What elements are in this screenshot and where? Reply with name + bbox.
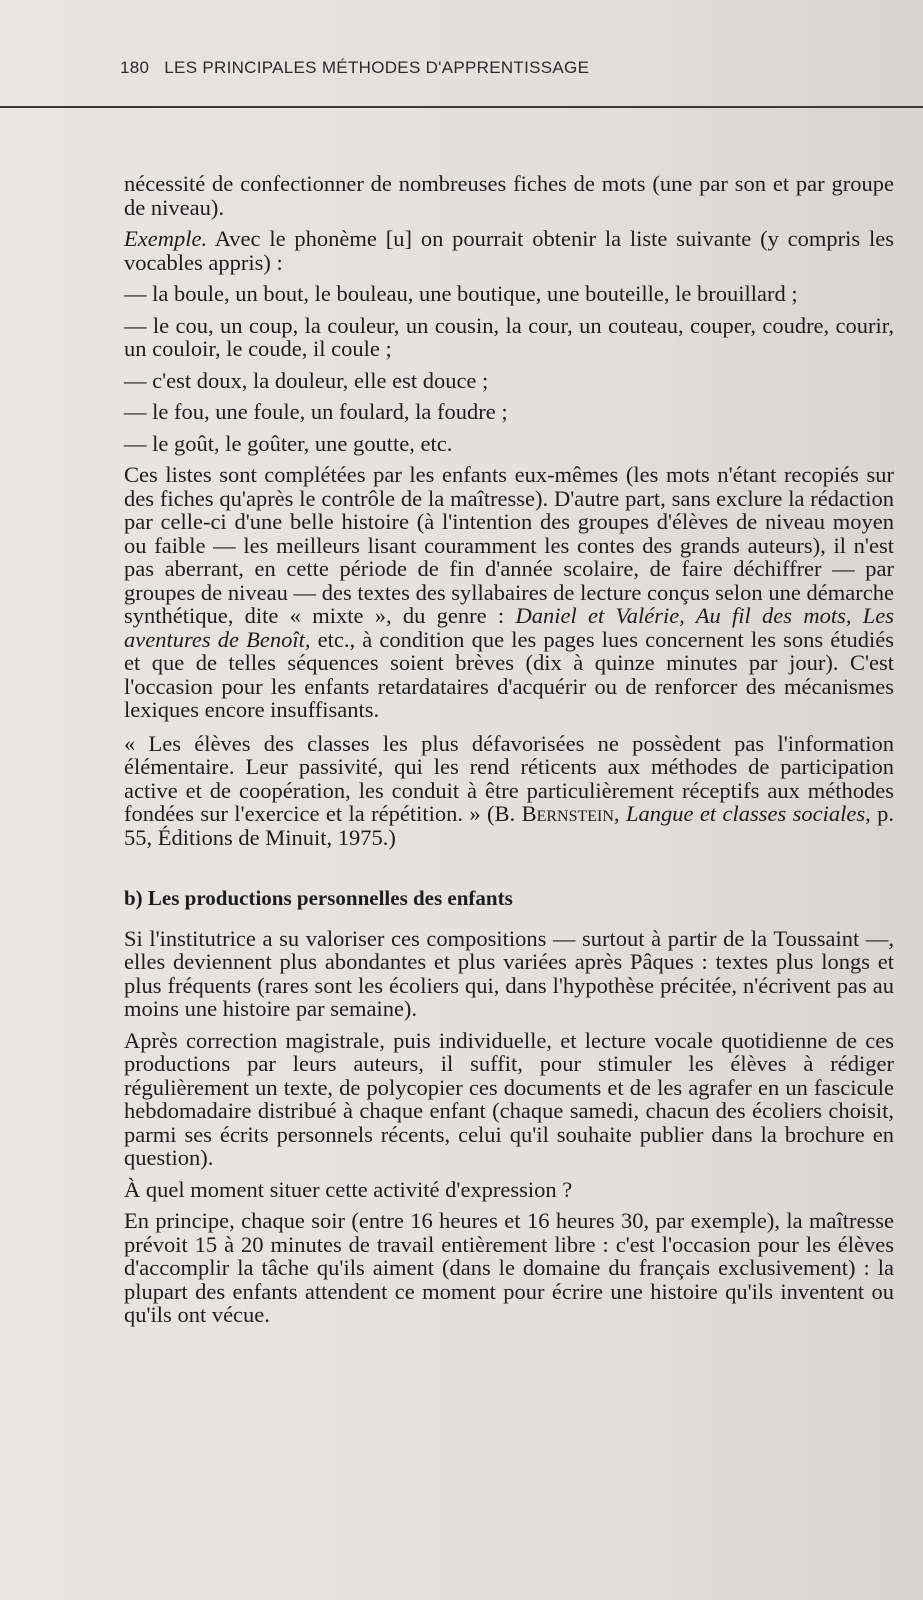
paragraph-2-start: Ces listes sont complétées par les enfants eux-mêmes (les mots n'étant recopiés sur des fiches qu'après le contrôle de la maîtresse). D'autre part, sans exclure la rédaction par celle-ci d'une belle histoire (à l'intention des groupes d'élèves de niveau moyen ou faible — les meilleurs lisant couramment les contes des grands auteurs), il n'est pas aberrant, en cette période de fin d'année scolaire, de faire déchiffrer — par groupes de niveau — des textes des syllabaires de lecture conçus selon une démarche synthétique, dite « mixte », du genre : bbox=[124, 462, 894, 628]
question-line: À quel moment situer cette activité d'expression ? bbox=[124, 1176, 573, 1202]
word-list bbox=[124, 282, 894, 455]
example-text: Avec le phonème [u] on pourrait obtenir la liste suivante (y compris les vocables appris) : bbox=[124, 226, 894, 275]
quote-reference: , p. 55, Éditions de Minuit, 1975.) bbox=[124, 801, 895, 850]
quote-author: Bernstein bbox=[521, 801, 614, 826]
paragraph-5: En principe, chaque soir (entre 16 heures et 16 heures 30, par exemple), la maîtresse prévoit 15 à 20 minutes de travail entièrement libre : c'est l'occasion pour les élèves d'accomplir la tâche qu'ils aiment (dans le domaine du français exclusivement) : la plupart des enfants attendent ce moment pour écrire une histoire qu'ils inventent ou qu'ils ont vécue. bbox=[124, 1208, 894, 1327]
paragraph-2-end: etc., à condition que les pages lues concernent les sons étudiés et que de telles séquences soient brèves (dix à quinze minutes par jour). C'est l'occasion pour les enfants retardataires d'acquérir ou de renforcer des mécanismes lexiques encore insuffisants. bbox=[124, 626, 894, 722]
section-title: b) Les productions personnelles des enfants bbox=[124, 886, 513, 910]
paragraph-1: nécessité de confectionner de nombreuses fiches de mots (une par son et par groupe de niveau). bbox=[124, 171, 894, 220]
paragraph-2 bbox=[124, 463, 894, 722]
running-title: LES PRINCIPALES MÉTHODES D'APPRENTISSAGE bbox=[164, 58, 590, 77]
list-item: — c'est doux, la douleur, elle est douce ; bbox=[124, 367, 489, 393]
example-paragraph bbox=[124, 227, 894, 274]
quote-book: Langue et classes sociales bbox=[625, 801, 866, 826]
paragraph-3: Si l'institutrice a su valoriser ces compositions — surtout à partir de la Toussaint —, elles deviennent plus abondantes et plus variées après Pâques : textes plus longs et plus fréquents (rares sont les écoliers qui, dans l'hypothèse précitée, n'écrivent pas au moins une histoire par semaine). bbox=[124, 925, 894, 1021]
example-label: Exemple. bbox=[124, 226, 208, 251]
list-item: — le goût, le goûter, une goutte, etc. bbox=[124, 430, 453, 456]
list-item: — le fou, une foule, un foulard, la foudre ; bbox=[124, 399, 508, 424]
paragraph-4: Après correction magistrale, puis individuelle, et lecture vocale quotidienne de ces productions par leurs auteurs, il suffit, pour stimuler les élèves à rédiger régulièrement un texte, de polycopier ces documents et de les agrafer en un fascicule hebdomadaire distribué à chaque enfant (chaque samedi, chacun des écoliers choisit, parmi ses écrits personnels récents, celui qu'il souhaite publier dans la brochure en question). bbox=[124, 1027, 894, 1170]
book-titles: Daniel et Valérie, Au fil des mots, Les aventures de Benoît, bbox=[124, 603, 894, 652]
quote-separator: , bbox=[613, 801, 626, 826]
list-item: — la boule, un bout, le bouleau, une boutique, une bouteille, le brouillard ; bbox=[124, 281, 798, 306]
running-head bbox=[120, 58, 589, 78]
quote-text: « Les élèves des classes les plus défavorisées ne possèdent pas l'information élémentaire. Leur passivité, qui les rend réticents aux méthodes de participation active et de coopération, les conduit à être particulièrement réceptifs aux méthodes fondées sur l'exercice et la répétition. » (B. bbox=[124, 730, 894, 826]
page-body bbox=[124, 172, 894, 1335]
header-rule bbox=[0, 106, 923, 108]
quote-paragraph bbox=[124, 732, 894, 850]
page-number: 180 bbox=[120, 58, 150, 77]
list-item: — le cou, un coup, la couleur, un cousin, la cour, un couteau, couper, coudre, courir, un couloir, le coude, il coule ; bbox=[124, 312, 894, 361]
